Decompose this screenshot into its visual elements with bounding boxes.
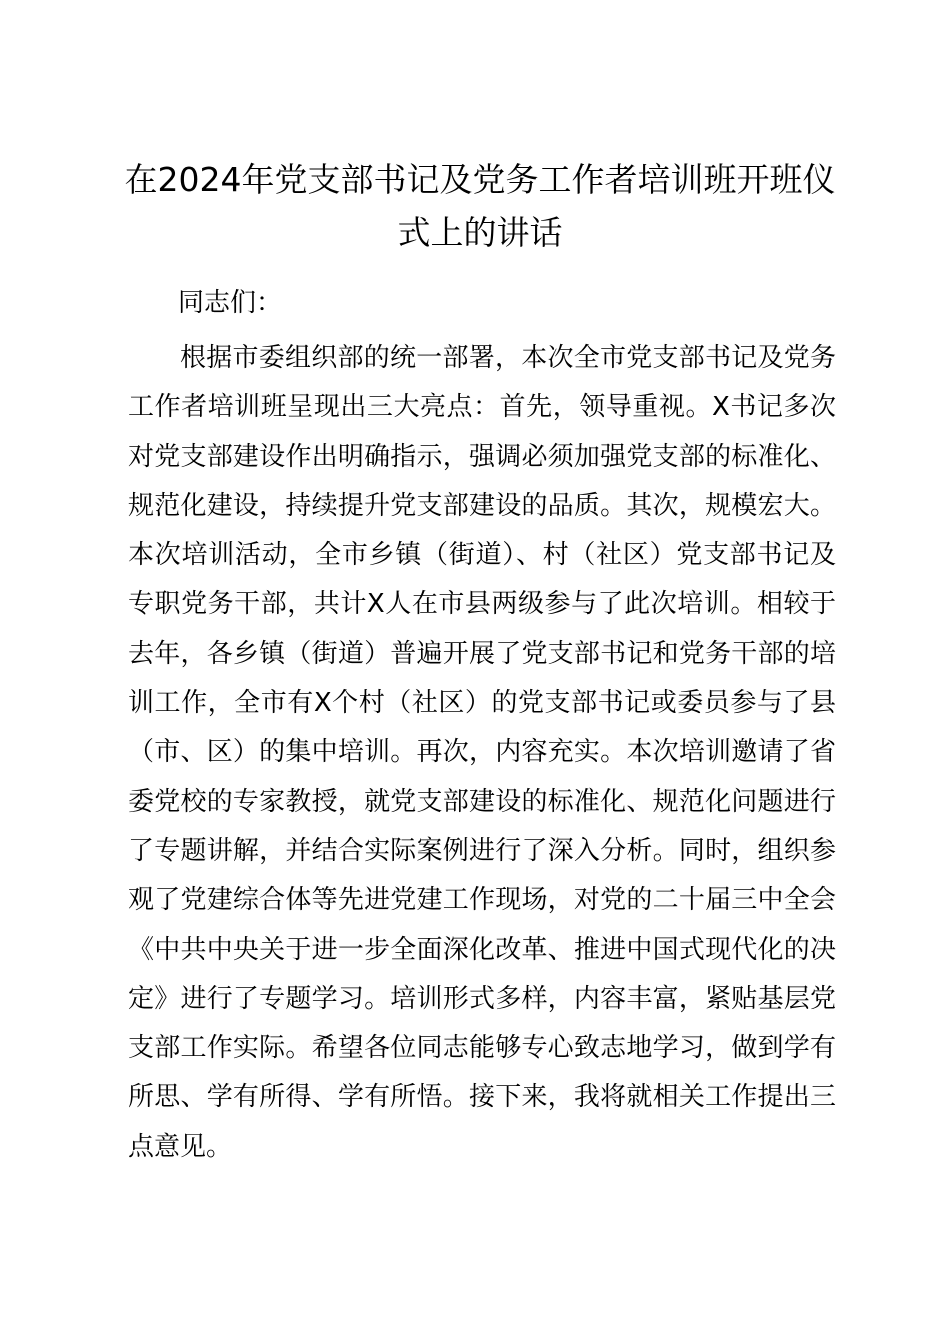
document-title: 在2024年党支部书记及党务工作者培训班开班仪式上的讲话 [124, 160, 836, 252]
body-paragraph: 根据市委组织部的统一部署，本次全市党支部书记及党务工作者培训班呈现出三大亮点：首先，领导重视。X书记多次对党支部建设作出明确指示，强调必须加强党支部的标准化、规范化建设，持续提升党支部建设的品质。其次，规模宏大。本次培训活动，全市乡镇（街道）、村（社区）党支部书记及专职党务干部，共计X人在市县两级参与了此次培训。相较于去年，各乡镇（街道）普遍开展了党支部书记和党务干部的培训工作，全市有X个村（社区）的党支部书记或委员参与了县（市、区）的集中培训。再次，内容充实。本次培训邀请了省委党校的专家教授，就党支部建设的标准化、规范化问题进行了专题讲解，并结合实际案例进行了深入分析。同时，组织参观了党建综合体等先进党建工作现场，对党的二十届三中全会《中共中央关于进一步全面深化改革、推进中国式现代化的决定》进行了专题学习。培训形式多样，内容丰富，紧贴基层党支部工作实际。希望各位同志能够专心致志地学习，做到学有所思、学有所得、学有所悟。接下来，我将就相关工作提出三点意见。 [128, 343, 836, 1162]
salutation: 同志们： [178, 288, 283, 318]
